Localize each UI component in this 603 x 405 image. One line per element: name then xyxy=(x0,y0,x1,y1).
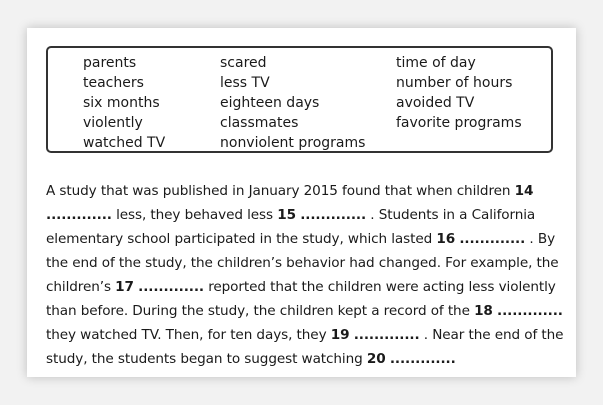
word-bank-item: teachers xyxy=(83,75,144,91)
passage-line xyxy=(46,203,560,227)
question-number-20: 20 xyxy=(366,351,386,367)
word-bank-item: scared xyxy=(220,55,267,71)
passage-segment: . By xyxy=(529,231,556,247)
word-bank-item: avoided TV xyxy=(396,95,475,111)
word-bank-item: violently xyxy=(83,115,143,131)
word-bank-item: time of day xyxy=(396,55,476,71)
passage-segment: less, they behaved less xyxy=(116,207,278,223)
passage-segment: . Students in a California xyxy=(370,207,536,223)
question-number-18: 18 xyxy=(474,303,493,319)
question-number-19: 19 xyxy=(330,327,350,343)
passage-segment: . Near the end of the xyxy=(423,327,564,343)
answer-blank-14: ............. xyxy=(46,207,112,223)
word-bank-item: less TV xyxy=(220,75,270,91)
word-bank-item: six months xyxy=(83,95,160,111)
passage-segment: study, the students began to suggest watching xyxy=(46,351,367,367)
question-number-15: 15 xyxy=(277,207,296,223)
answer-blank-16: ............. xyxy=(459,231,526,247)
question-number-14: 14 xyxy=(514,183,534,199)
word-bank-column-1 xyxy=(83,53,165,153)
passage-line xyxy=(46,299,563,323)
answer-blank-19: ............. xyxy=(353,327,420,343)
word-bank-item: favorite programs xyxy=(396,115,522,131)
passage-segment: the end of the study, the children’s behavior had changed. For example, the xyxy=(46,255,559,271)
question-number-17: 17 xyxy=(115,279,134,295)
passage-text xyxy=(46,179,564,371)
word-bank-box xyxy=(46,46,553,153)
passage-line xyxy=(46,179,560,203)
answer-blank-17: ............. xyxy=(138,279,204,295)
passage-segment: elementary school participated in the study, which lasted xyxy=(46,231,437,247)
word-bank-item: eighteen days xyxy=(220,95,320,111)
passage-segment: they watched TV. Then, for ten days, they xyxy=(46,327,331,343)
word-bank-item: number of hours xyxy=(396,75,513,91)
word-bank-item: classmates xyxy=(220,115,299,131)
word-bank-item: watched TV xyxy=(83,135,166,151)
passage-segment: children’s xyxy=(46,279,116,295)
passage-line xyxy=(46,227,560,251)
word-bank-column-3 xyxy=(396,53,522,133)
passage-line xyxy=(46,323,564,347)
answer-blank-20: ............. xyxy=(389,351,456,367)
passage-segment: A study that was published in January 2015 found that when children xyxy=(46,183,515,199)
answer-blank-15: ............. xyxy=(300,207,367,223)
word-bank-column-2 xyxy=(220,53,365,153)
exercise-card xyxy=(27,28,576,377)
passage-segment: than before. During the study, the children kept a record of the xyxy=(46,303,475,319)
answer-blank-18: ............. xyxy=(497,303,563,319)
word-bank-item: parents xyxy=(83,55,137,71)
passage-line xyxy=(46,275,560,299)
question-number-16: 16 xyxy=(436,231,456,247)
word-bank-item: nonviolent programs xyxy=(220,135,366,151)
passage-line xyxy=(46,251,560,275)
passage-segment: reported that the children were acting less violently xyxy=(208,279,556,295)
passage-line xyxy=(46,347,560,371)
